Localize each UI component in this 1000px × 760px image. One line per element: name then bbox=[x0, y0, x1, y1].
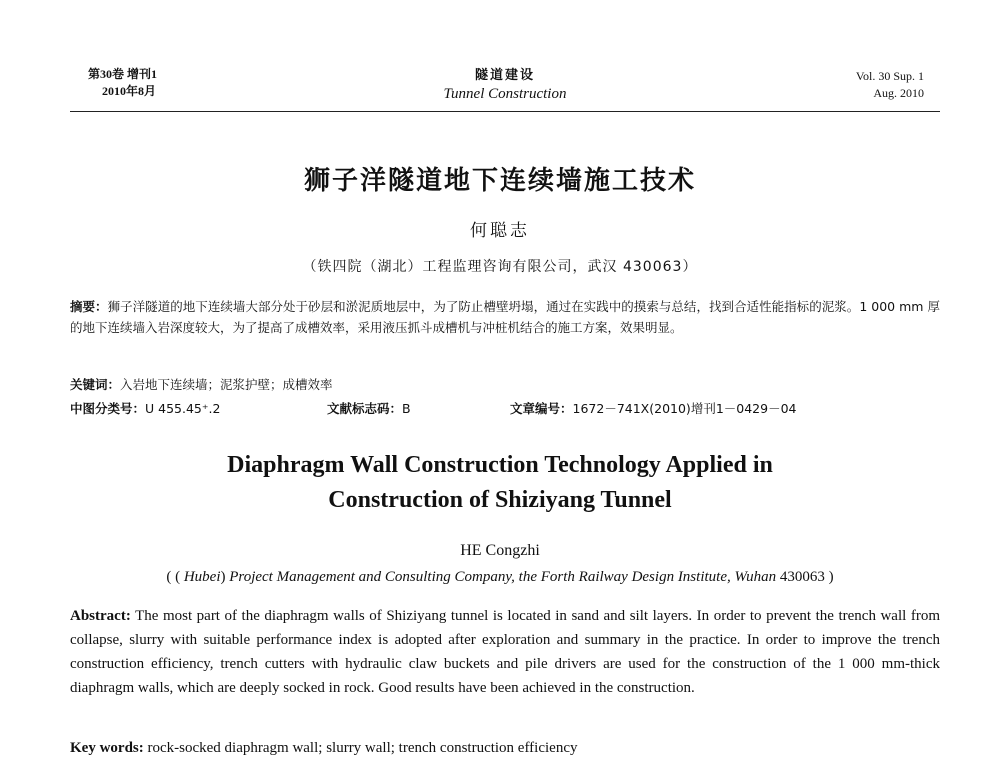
affiliation-hubei: Hubei bbox=[183, 569, 221, 585]
affiliation-en bbox=[0, 569, 1000, 586]
issue-date-en: Aug. 2010 bbox=[873, 86, 924, 100]
abstract-label-cn: 摘要： bbox=[70, 299, 108, 314]
article-id bbox=[510, 399, 796, 417]
affiliation-body: Project Management and Consulting Company, the Forth Railway Design Institute, Wuhan bbox=[229, 569, 777, 585]
abstract-en bbox=[70, 604, 940, 700]
affiliation-cn: （铁四院（湖北）工程监理咨询有限公司，武汉 430063） bbox=[302, 259, 698, 275]
document-code-value: B bbox=[402, 401, 411, 416]
keywords-cn bbox=[70, 375, 940, 395]
keywords-text-en: rock-socked diaphragm wall; slurry wall; trench construction efficiency bbox=[143, 740, 578, 756]
affiliation-zip: 430063 ) bbox=[776, 569, 834, 585]
issue-info-en bbox=[856, 68, 924, 102]
journal-name-en: Tunnel Construction bbox=[443, 86, 567, 102]
paper-title-en-line2: Construction of Shiziyang Tunnel bbox=[328, 487, 672, 513]
document-code bbox=[327, 399, 411, 417]
issue-date-cn: 2010年8月 bbox=[102, 84, 157, 98]
keywords-text-cn: 入岩地下连续墙；泥浆护壁；成槽效率 bbox=[120, 377, 333, 392]
issue-volume-en: Vol. 30 Sup. 1 bbox=[855, 69, 924, 83]
journal-name bbox=[405, 64, 605, 103]
affiliation-close-paren: ) bbox=[220, 569, 230, 585]
paper-title-en-line1: Diaphragm Wall Construction Technology Applied in bbox=[227, 452, 773, 478]
abstract-cn bbox=[70, 296, 940, 338]
abstract-label-en: Abstract: bbox=[70, 608, 131, 624]
article-id-label: 文章编号： bbox=[510, 401, 573, 416]
keywords-label-cn: 关键词： bbox=[70, 377, 121, 392]
issue-info-cn bbox=[88, 66, 157, 100]
keywords-label-en: Key words: bbox=[70, 740, 144, 756]
abstract-text-en: The most part of the diaphragm walls of Shiziyang tunnel is located in sand and silt layers. In order to prevent the trench wall from collapse, slurry with suitable performance index is adopted after exploration and summary in the practice. In order to improve the trench construction efficiency, trench cutters with hydraulic claw buckets and pile drivers are used for the construction of the 1 000 mm-thick diaphragm walls, which are deeply socked in rock. Good results have been achieved in the construction. bbox=[70, 608, 940, 696]
article-id-value: 1672－741X(2010)增刊1－0429－04 bbox=[572, 401, 797, 416]
author-cn: 何聪志 bbox=[470, 221, 530, 241]
classification-row bbox=[70, 399, 940, 423]
document-code-label: 文献标志码： bbox=[327, 401, 403, 416]
author-en: HE Congzhi bbox=[460, 542, 540, 559]
abstract-text-cn: 狮子洋隧道的地下连续墙大部分处于砂层和淤泥质地层中，为了防止槽壁坍塌，通过在实践中的摸索与总结，找到合适性能指标的泥浆。1 000 mm 厚的地下连续墙入岩深度较大，为了提高了成槽效率，采用液压抓斗成槽机与冲桩机结合的施工方案，效果明显。 bbox=[70, 299, 940, 335]
keywords-en bbox=[70, 737, 940, 759]
header-rule bbox=[70, 111, 940, 112]
affiliation-open-paren: ( ( bbox=[166, 569, 181, 585]
journal-name-cn: 隧道建设 bbox=[474, 68, 535, 83]
running-header bbox=[70, 60, 940, 120]
paper-title-cn: 狮子洋隧道地下连续墙施工技术 bbox=[303, 166, 696, 196]
clc-value: U 455.45⁺.2 bbox=[145, 401, 221, 416]
clc-number bbox=[70, 399, 220, 417]
issue-volume-cn: 第30卷 增刊1 bbox=[88, 67, 158, 81]
paper-title-en bbox=[0, 448, 1000, 518]
clc-label: 中图分类号： bbox=[70, 401, 146, 416]
